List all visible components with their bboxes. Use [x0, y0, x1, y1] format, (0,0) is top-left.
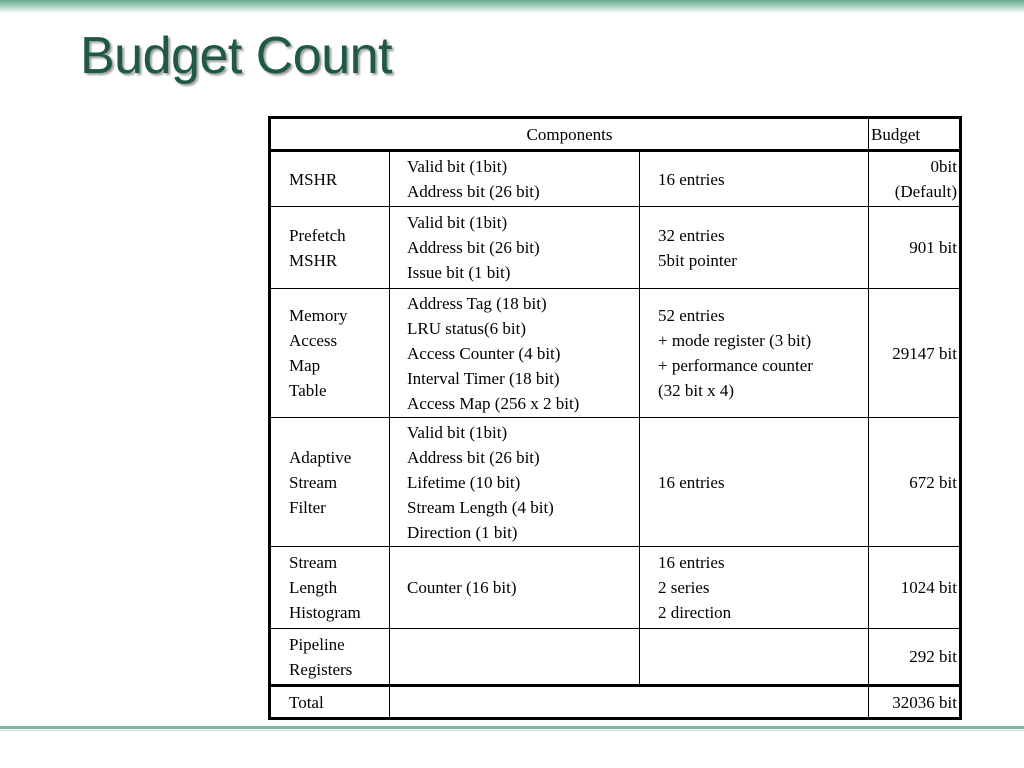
budget-table [268, 116, 962, 720]
row-entries: 52 entries + mode register (3 bit) + performance counter (32 bit x 4) [640, 289, 869, 418]
row-entries: 16 entries 2 series 2 direction [640, 547, 869, 629]
row-budget: 29147 bit [869, 289, 961, 418]
row-budget: 672 bit [869, 418, 961, 547]
row-budget: 0bit (Default) [869, 151, 961, 207]
total-label: Total [270, 686, 390, 719]
total-budget: 32036 bit [869, 686, 961, 719]
table-row [270, 289, 961, 418]
table-header-row [270, 118, 961, 151]
row-budget: 901 bit [869, 207, 961, 289]
table-row [270, 629, 961, 686]
bottom-rule-light [0, 730, 1024, 731]
total-blank [390, 686, 869, 719]
row-name: Pipeline Registers [270, 629, 390, 686]
row-fields: Valid bit (1bit) Address bit (26 bit) Lifetime (10 bit) Stream Length (4 bit) Direction (1 bit) [390, 418, 640, 547]
row-fields: Address Tag (18 bit) LRU status(6 bit) Access Counter (4 bit) Interval Timer (18 bit) Access Map (256 x 2 bit) [390, 289, 640, 418]
row-fields: Counter (16 bit) [390, 547, 640, 629]
table-total-row [270, 686, 961, 719]
top-gradient-band [0, 0, 1024, 14]
row-fields [390, 629, 640, 686]
row-name: MSHR [270, 151, 390, 207]
row-entries: 16 entries [640, 418, 869, 547]
row-entries [640, 629, 869, 686]
row-entries: 32 entries 5bit pointer [640, 207, 869, 289]
row-fields: Valid bit (1bit) Address bit (26 bit) Issue bit (1 bit) [390, 207, 640, 289]
row-fields: Valid bit (1bit) Address bit (26 bit) [390, 151, 640, 207]
table-row [270, 547, 961, 629]
row-name: Stream Length Histogram [270, 547, 390, 629]
header-components: Components [270, 118, 869, 151]
table-row [270, 151, 961, 207]
table-row [270, 207, 961, 289]
slide-title: Budget Count [80, 27, 393, 85]
row-name: Prefetch MSHR [270, 207, 390, 289]
row-entries: 16 entries [640, 151, 869, 207]
row-name: Memory Access Map Table [270, 289, 390, 418]
bottom-rule [0, 726, 1024, 729]
table-row [270, 418, 961, 547]
row-budget: 1024 bit [869, 547, 961, 629]
row-name: Adaptive Stream Filter [270, 418, 390, 547]
header-budget: Budget [869, 118, 961, 151]
row-budget: 292 bit [869, 629, 961, 686]
